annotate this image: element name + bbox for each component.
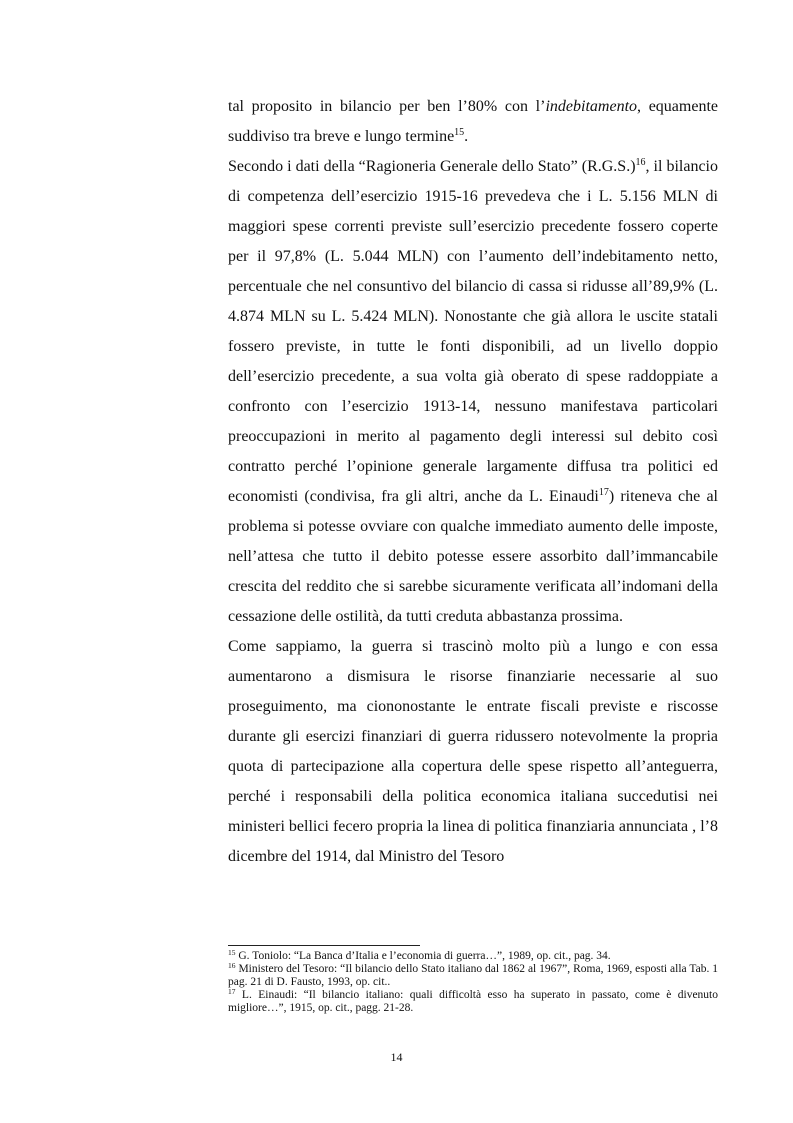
paragraph-2-text-end: ) riteneva che al problema si potesse ovviare con qualche immediato aumento delle imposte, nell’attesa che tutto il debito potesse essere assorbito dall’immancabile crescita del reddito che si sarebbe sicuramente verificata all’indomani della cessazione delle ostilità, da tutti creduta abbastanza prossima. (228, 488, 719, 625)
page-number: 14 (390, 1050, 403, 1064)
body-text (228, 92, 718, 872)
paragraph-2-text-start: Secondo i dati della “Ragioneria Generale dello Stato” (R.G.S.) (228, 158, 636, 175)
footnote-17 (228, 989, 718, 1015)
footnote-15 (228, 950, 718, 963)
footnote-16 (228, 963, 718, 989)
footnote-number: 17 (228, 987, 236, 996)
footnote-text: G. Toniolo: “La Banca d’Italia e l’economia di guerra…”, 1989, op. cit., pag. 34. (238, 950, 611, 962)
paragraph-1 (228, 92, 718, 152)
footnote-ref-17: 17 (598, 487, 609, 498)
footnote-number: 16 (228, 961, 236, 970)
footnote-text: L. Einaudi: “Il bilancio italiano: quali difficoltà esso ha superato in passato, come è divenuto migliore…”, 1915, op. cit., pagg. 21-28. (228, 989, 718, 1014)
paragraph-2-text-middle: , il bilancio di competenza dell’esercizio 1915-16 prevedeva che i L. 5.156 MLN di maggiori spese correnti previste sull’esercizio precedente fossero coperte per il 97,8% (L. 5.044 MLN) con l’aumento dell’indebitamento netto, percentuale che nel consuntivo del bilancio di cassa si ridusse all’89,9% (L. 4.874 MLN su L. 5.424 MLN). Nonostante che già allora le uscite statali fossero previste, in tutte le fonti disponibili, ad un livello doppio dell’esercizio precedente, a sua volta già oberato di spese raddoppiate a confronto con l’esercizio 1913-14, nessuno manifestava particolari preoccupazioni in merito al pagamento degli interessi sul debito così contratto perché l’opinione generale largamente diffusa tra politici ed economisti (condivisa, fra gli altri, anche da L. Einaudi (228, 158, 718, 505)
footnote-ref-15: 15 (454, 127, 465, 138)
footnote-separator (228, 945, 420, 946)
footnotes (228, 950, 718, 1015)
paragraph-3: Come sappiamo, la guerra si trascinò molto più a lungo e con essa aumentarono a dismisura le risorse finanziarie necessarie al suo proseguimento, ma ciononostante le entrate fiscali previste e riscosse durante gli esercizi finanziari di guerra ridussero notevolmente la propria quota di partecipazione alla copertura delle spese rispetto all’anteguerra, perché i responsabili della politica economica italiana succedutisi nei ministeri bellici fecero propria la linea di politica finanziaria annunciata , l’8 dicembre del 1914, dal Ministro del Tesoro (228, 638, 718, 865)
footnote-ref-16: 16 (635, 157, 646, 168)
emphasis-indebitamento: indebitamento (545, 98, 638, 115)
footnote-text: Ministero del Tesoro: “Il bilancio dello Stato italiano dal 1862 al 1967”, Roma, 1969, esposti alla Tab. 1 pag. 21 di D. Fausto, 1993, op. cit.. (228, 963, 718, 988)
paragraph-1-text-start: tal proposito in bilancio per ben l’80% con l’ (228, 98, 546, 115)
paragraph-1-period: . (464, 128, 469, 145)
footnote-number: 15 (228, 948, 236, 957)
paragraph-1-text-end: , equamente suddiviso tra breve e lungo termine (228, 98, 719, 145)
paragraph-2 (228, 152, 718, 632)
